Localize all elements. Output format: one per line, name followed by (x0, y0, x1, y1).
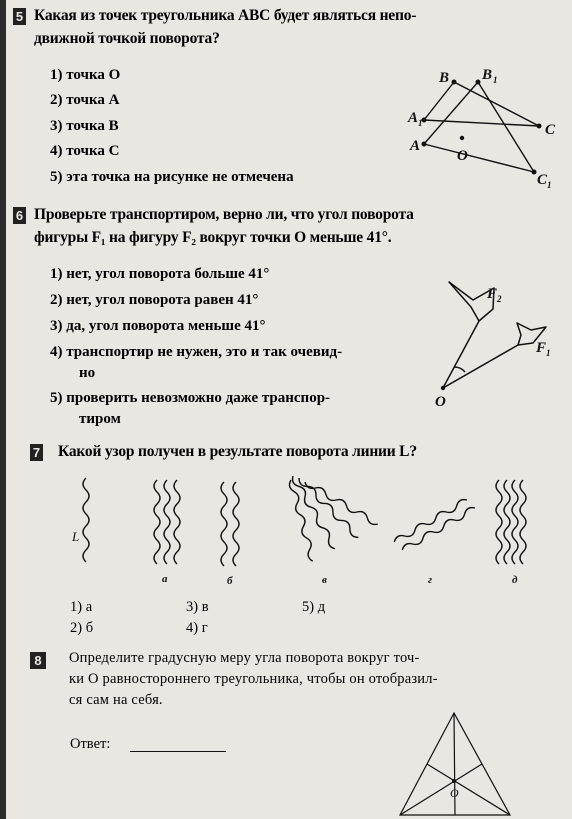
median-2 (400, 764, 482, 815)
label-F1-sub: 1 (546, 348, 551, 358)
pattern-b (221, 482, 239, 566)
worksheet-page (6, 0, 572, 819)
median-3 (427, 764, 510, 815)
q6-option-5[interactable]: 5) проверить невозможно даже транспор- (50, 390, 331, 406)
question-8-line-1: Определите градусную меру угла поворота вокруг точ- (69, 650, 420, 666)
question-5-text (34, 4, 564, 50)
q6-option-4[interactable]: 4) транспортир не нужен, это и так очевид- (50, 344, 343, 360)
pattern-d (496, 480, 526, 564)
label-C1: C (537, 172, 548, 188)
question-5-line-2: движной точкой поворота? (34, 30, 220, 47)
label-B1-sub: 1 (493, 75, 498, 85)
question-8-line-2: ки O равностороннего треугольника, чтобы он отобразил- (69, 671, 438, 687)
q7-option-3[interactable]: 3) в (186, 599, 209, 615)
label-F2-sub: 2 (497, 294, 502, 304)
label-B: B (439, 70, 450, 86)
label-d: д (512, 574, 518, 586)
line-A-C1 (424, 144, 534, 172)
q5-triangle-figure (396, 60, 566, 195)
line-B1-C1 (478, 82, 534, 172)
label-O: O (435, 394, 446, 410)
q6-rotation-figure (421, 275, 566, 415)
label-b: б (227, 575, 233, 587)
point-B1 (476, 80, 481, 85)
label-C: C (545, 122, 556, 138)
question-number-7: 7 (30, 444, 43, 461)
q6-option-4-cont: но (79, 365, 96, 381)
point-C (537, 124, 542, 129)
question-6-text (34, 203, 564, 249)
q7-option-4[interactable]: 4) г (186, 620, 208, 636)
q6-option-3[interactable]: 3) да, угол поворота меньше 41° (50, 318, 266, 334)
label-v: в (322, 574, 327, 586)
label-O: O (450, 786, 459, 800)
point-B (452, 80, 457, 85)
q7-option-5[interactable]: 5) д (302, 599, 326, 615)
label-F2: F (487, 286, 498, 302)
point-A (422, 142, 427, 147)
label-B1: B (482, 67, 493, 83)
label-A1-sub: 1 (418, 118, 423, 128)
pattern-g (393, 497, 477, 552)
label-g: г (428, 574, 433, 586)
point-C1 (532, 170, 537, 175)
question-7-text: Какой узор получен в результате поворота линии L? (58, 443, 417, 460)
question-8-line-3: ся сам на себя. (69, 692, 163, 708)
q6-option-2[interactable]: 2) нет, угол поворота равен 41° (50, 292, 259, 308)
line-B-C (454, 82, 539, 126)
label-L: L (72, 529, 80, 544)
point-O (460, 136, 464, 140)
q7-option-1[interactable]: 1) а (70, 599, 93, 615)
label-a: а (162, 573, 168, 585)
q8-triangle-figure (394, 705, 534, 819)
q5-option-2[interactable]: 2) точка A (50, 92, 120, 108)
q7-patterns-figure (61, 470, 551, 592)
line-L (83, 478, 89, 562)
question-number-6: 6 (13, 207, 26, 224)
pattern-v (288, 475, 379, 562)
answer-label: Ответ: (70, 736, 111, 752)
label-O: O (457, 148, 468, 164)
label-A1: A (408, 110, 419, 126)
label-A: A (410, 138, 421, 154)
label-F1: F (536, 340, 547, 356)
question-6-line-1: Проверьте транспортиром, верно ли, что угол поворота (34, 206, 414, 223)
pattern-a (154, 480, 180, 564)
line-B1-A (424, 82, 478, 144)
point-O (441, 386, 445, 390)
question-number-8: 8 (30, 652, 46, 669)
answer-line[interactable] (130, 751, 226, 752)
q6-option-1[interactable]: 1) нет, угол поворота больше 41° (50, 266, 270, 282)
question-8-text (69, 648, 564, 711)
q5-option-4[interactable]: 4) точка C (50, 143, 120, 159)
q5-option-5[interactable]: 5) эта точка на рисунке не отмечена (50, 169, 294, 185)
question-number-5: 5 (13, 8, 26, 25)
question-6-line-2: фигуры F₁ на фигуру F₂ вокруг точки O меньше 41°. (34, 229, 392, 246)
point-O (452, 779, 456, 783)
question-5-line-1: Какая из точек треугольника ABC будет являться непо- (34, 7, 417, 24)
q5-option-3[interactable]: 3) точка B (50, 118, 119, 134)
label-C1-sub: 1 (547, 180, 552, 190)
q7-option-2[interactable]: 2) б (70, 620, 94, 636)
q5-option-1[interactable]: 1) точка O (50, 67, 121, 83)
angle-arc (454, 367, 465, 372)
q6-option-5-cont: тиром (79, 411, 121, 427)
